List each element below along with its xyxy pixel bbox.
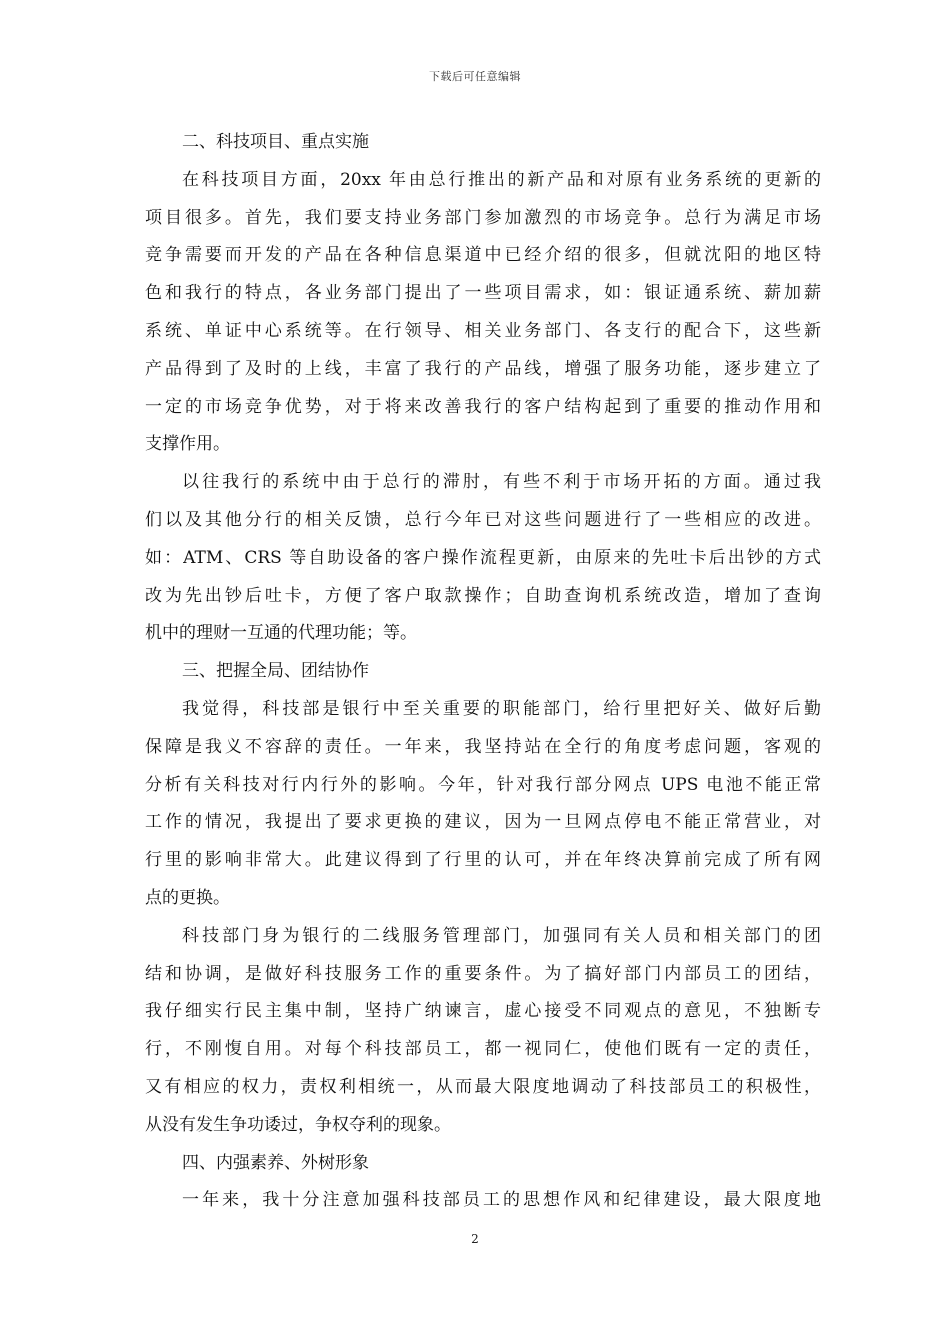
text-line: 点的更换。 xyxy=(145,887,230,908)
text-line: 行，不刚愎自用。对每个科技部员工，都一视同仁，使他们既有一定的责任， xyxy=(145,1039,821,1060)
text-line: 又有相应的权力，责权利相统一，从而最大限度地调动了科技部员工的积极性， xyxy=(145,1076,821,1097)
text-line: 以往我行的系统中由于总行的滞肘，有些不利于市场开拓的方面。通过我 xyxy=(182,472,821,493)
text-line: 支撑作用。 xyxy=(145,434,230,455)
text-line: 三、把握全局、团结协作 xyxy=(182,661,369,682)
text-line: 机中的理财一互通的代理功能；等。 xyxy=(145,623,417,644)
text-line: 一定的市场竞争优势，对于将来改善我行的客户结构起到了重要的推动作用和 xyxy=(145,396,821,417)
text-line: 竞争需要而开发的产品在各种信息渠道中已经介绍的很多，但就沈阳的地区特 xyxy=(145,245,821,266)
text-line: 系统、单证中心系统等。在行领导、相关业务部门、各支行的配合下，这些新 xyxy=(145,320,821,341)
text-line: 行里的影响非常大。此建议得到了行里的认可，并在年终决算前完成了所有网 xyxy=(145,850,821,871)
text-line: 科技部门身为银行的二线服务管理部门，加强同有关人员和相关部门的团 xyxy=(182,925,821,946)
document-body xyxy=(145,124,821,1220)
text-line: 从没有发生争功诿过，争权夺利的现象。 xyxy=(145,1114,451,1135)
text-line: 保障是我义不容辞的责任。一年来，我坚持站在全行的角度考虑问题，客观的 xyxy=(145,736,821,757)
text-line: 项目很多。首先，我们要支持业务部门参加激烈的市场竞争。总行为满足市场 xyxy=(145,207,821,228)
text-line: 分析有关科技对行内行外的影响。今年，针对我行部分网点 UPS 电池不能正常 xyxy=(145,774,821,795)
page-number: 2 xyxy=(471,1232,479,1246)
text-line: 在科技项目方面，20xx 年由总行推出的新产品和对原有业务系统的更新的 xyxy=(182,169,821,190)
text-line: 色和我行的特点，各业务部门提出了一些项目需求，如：银证通系统、薪加薪 xyxy=(145,283,821,304)
text-line: 改为先出钞后吐卡，方便了客户取款操作；自助查询机系统改造，增加了查询 xyxy=(145,585,821,606)
text-line: 结和协调，是做好科技服务工作的重要条件。为了搞好部门内部员工的团结， xyxy=(145,963,821,984)
text-line: 工作的情况，我提出了要求更换的建议，因为一旦网点停电不能正常营业，对 xyxy=(145,812,821,833)
text-line: 我仔细实行民主集中制，坚持广纳谏言，虚心接受不同观点的意见，不独断专 xyxy=(145,1001,821,1022)
text-line: 一年来，我十分注意加强科技部员工的思想作风和纪律建设，最大限度地 xyxy=(182,1190,821,1211)
text-line: 产品得到了及时的上线，丰富了我行的产品线，增强了服务功能，逐步建立了 xyxy=(145,358,821,379)
page-header: 下载后可任意编辑 xyxy=(429,70,521,83)
text-line: 二、科技项目、重点实施 xyxy=(182,132,369,152)
text-line: 四、内强素养、外树形象 xyxy=(182,1152,369,1173)
text-line: 们以及其他分行的相关反馈，总行今年已对这些问题进行了一些相应的改进。 xyxy=(145,509,821,530)
text-line: 我觉得，科技部是银行中至关重要的职能部门，给行里把好关、做好后勤 xyxy=(182,698,821,719)
text-line: 如：ATM、CRS 等自助设备的客户操作流程更新，由原来的先吐卡后出钞的方式 xyxy=(145,547,821,568)
